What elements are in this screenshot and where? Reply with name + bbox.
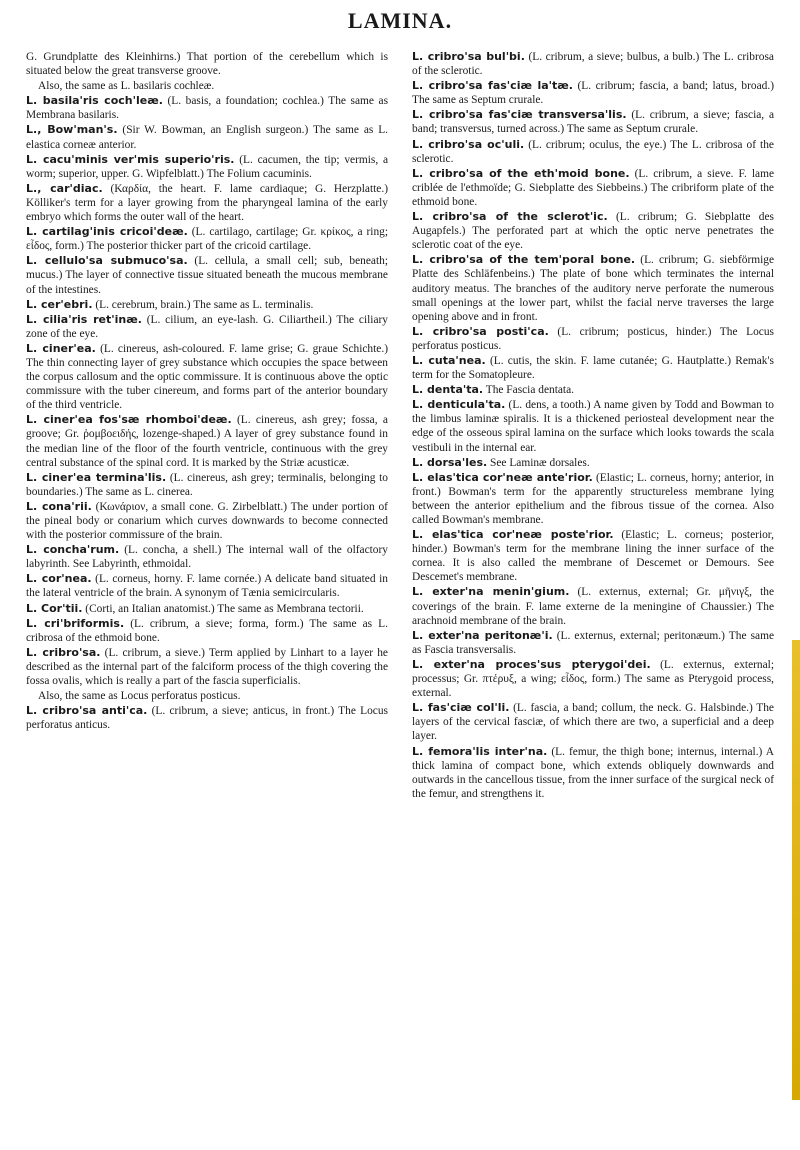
entry-headword: L. cribro'sa anti'ca. <box>26 704 148 718</box>
entry-headword: L. cribro'sa oc'uli. <box>412 137 525 151</box>
dictionary-entry <box>26 50 388 78</box>
dictionary-entry <box>26 646 388 688</box>
entry-definition: (L. cribrum, a sieve.) Term applied by Linhart to a layer he described as the internal part of the falciform process of the thigh covering the fossa ovalis, which is really a part of the fascia superficialis. <box>26 646 388 688</box>
entry-definition: (Sir W. Bowman, an English surgeon.) The same as L. elastica corneæ anterior. <box>26 124 388 151</box>
entry-definition: (L. cribrum; oculus, the eye.) The L. cribrosa of the sclerotic. <box>412 138 774 165</box>
dictionary-entry <box>26 298 388 312</box>
dictionary-entry <box>26 602 388 616</box>
entry-definition: (L. externus, external; peritonæum.) The same as Fascia transversalis. <box>412 629 774 656</box>
entry-headword: L. fas'ciæ col'li. <box>412 701 510 715</box>
entry-definition: (L. cribrum, a sieve; bulbus, a bulb.) The L. cribrosa of the sclerotic. <box>412 51 774 78</box>
entry-headword: L. denta'ta. <box>412 383 484 397</box>
entry-headword: L. cribro'sa posti'ca. <box>412 324 549 338</box>
dictionary-entry <box>412 253 774 323</box>
entry-headword: L. concha'rum. <box>26 543 120 557</box>
dictionary-entry <box>26 704 388 732</box>
dictionary-entry <box>26 225 388 253</box>
dictionary-entry <box>26 471 388 499</box>
dictionary-entry <box>412 108 774 136</box>
entry-definition: (L. cartilago, cartilage; Gr. κρίκος, a ring; εἶδος, form.) The posterior thicker part of the cricoid cartilage. <box>26 226 388 253</box>
entry-definition: (L. cribrum, a sieve. F. lame criblée de l'ethmoïde; G. Siebplatte des Siebbeins.) The cribriform plate of the ethmoid bone. <box>412 167 774 208</box>
entry-headword: L. cribro'sa fas'ciæ la'tæ. <box>412 79 573 93</box>
entry-headword: L. cona'rii. <box>26 499 92 513</box>
dictionary-entry <box>412 138 774 166</box>
entry-headword: L. cuta'nea. <box>412 353 486 367</box>
dictionary-entry <box>412 354 774 382</box>
entry-headword: L. cribro'sa bul'bi. <box>412 50 525 63</box>
page-title: LAMINA. <box>347 8 453 33</box>
dictionary-entry <box>26 342 388 412</box>
entry-headword: L. cribro'sa. <box>26 645 101 659</box>
page-edge-tab <box>792 640 800 1100</box>
entry-definition: Also, the same as L. basilaris cochleæ. <box>38 80 215 93</box>
entry-definition: (L. concha, a shell.) The internal wall of the olfactory labyrinth. See Labyrinth, ethmoidal. <box>26 544 388 571</box>
entry-definition: (L. cribrum, a sieve; forma, form.) The same as L. cribrosa of the ethmoid bone. <box>26 617 388 644</box>
dictionary-entry <box>26 79 388 93</box>
entry-headword: L. cilia'ris ret'inæ. <box>26 312 142 326</box>
right-column <box>412 50 774 802</box>
entry-definition: (L. cribrum; G. Siebplatte des Augapfels.) The perforated part at which the optic nerve penetrates the sclerotic coat of the eye. <box>412 211 774 252</box>
dictionary-entry <box>412 325 774 353</box>
entry-definition: (Elastic; L. corneus; posterior, hinder.) Bowman's term for the membrane lining the inner surface of the cornea. It is also called the membrane of Descemet or Demours. See Descemet's membrane. <box>412 529 774 584</box>
entry-headword: L. ciner'ea termina'lis. <box>26 470 167 484</box>
entry-definition: (L. cribrum; G. siebförmige Platte des Schläfenbeins.) The plate of bone which terminates the internal auditory meatus. The branches of the auditory nerve perforate the numerous small openings at the lower part, whilst the facial nerve traverses the large opening above and in front. <box>412 254 775 323</box>
entry-headword: L. Cor'tii. <box>26 601 83 615</box>
entry-definition: (L. cinereus, ash-coloured. F. lame grise; G. graue Schichte.) The thin connecting layer of grey substance which occupies the space between the corpus callosum and the optic commissure. It is continuous above the optic commissure with the tuber cinereum, and forms part of the anterior boundary of the third ventricle. <box>26 342 388 412</box>
entry-headword: L. exter'na menin'gium. <box>412 585 570 599</box>
dictionary-entry <box>26 153 388 181</box>
entry-definition: (L. cinereus, ash grey; terminalis, belonging to boundaries.) The same as L. cinerea. <box>26 471 388 498</box>
dictionary-entry <box>412 167 774 209</box>
entry-headword: L. elas'tica cor'neæ poste'rior. <box>412 528 614 542</box>
entry-definition: (Corti, an Italian anatomist.) The same as Membrana tectorii. <box>85 602 364 615</box>
entry-headword: L. cribro'sa of the tem'poral bone. <box>412 253 636 267</box>
dictionary-entry <box>412 210 774 252</box>
entry-headword: L. cor'nea. <box>26 572 92 586</box>
dictionary-entry <box>26 313 388 341</box>
entry-definition: (Κωνάριον, a small cone. G. Zirbelblatt.) The under portion of the pineal body or conarium which curves downwards to become connected with the posterior commissure of the brain. <box>26 500 388 542</box>
entry-definition: (L. dens, a tooth.) A name given by Todd and Bowman to the limbus laminæ spiralis. It is a thickened periosteal development near the edge of the osseous spiral lamina on the surface which looks towards the scala vestibuli in the internal ear. <box>412 399 774 454</box>
dictionary-entry <box>412 383 774 397</box>
entry-headword: L. dorsa'les. <box>412 455 488 469</box>
entry-definition: (L. cacumen, the tip; vermis, a worm; superior, upper. G. Wipfelblatt.) The Folium cacuminis. <box>26 153 389 180</box>
dictionary-entry <box>26 689 388 703</box>
entry-definition: (L. basis, a foundation; cochlea.) The same as Membrana basilaris. <box>26 95 388 122</box>
entry-definition: Also, the same as Locus perforatus posticus. <box>38 690 241 703</box>
dictionary-entry <box>412 658 774 700</box>
dictionary-entry <box>412 79 774 107</box>
entry-definition: (L. cribrum; posticus, hinder.) The Locus perforatus posticus. <box>412 325 774 352</box>
entry-headword: L. elas'tica cor'neæ ante'rior. <box>412 470 593 484</box>
dictionary-entry <box>412 528 774 584</box>
dictionary-entry <box>412 745 774 801</box>
entry-definition: (Elastic; L. corneus, horny; anterior, in front.) Bowman's term for the apparently structureless membrane lying between the anterior epithelium and the fibrous tissue of the cornea. Also called Bowman's membrane. <box>412 471 774 526</box>
entry-headword: L. cartilag'inis cricoi'deæ. <box>26 225 188 239</box>
entry-definition: (L. cilium, an eye-lash. G. Ciliartheil.) The ciliary zone of the eye. <box>26 313 388 340</box>
dictionary-entry <box>26 94 388 122</box>
entry-definition: (L. femur, the thigh bone; internus, internal.) A thick lamina of compact bone, which extends obliquely downwards and outwards in the cancellous tissue, from the inner surface of the surgical neck of the femur, and strengthens it. <box>412 745 774 800</box>
entry-definition: G. Grundplatte des Kleinhirns.) That portion of the cerebellum which is situated below the great transverse groove. <box>26 51 388 78</box>
entry-definition: (L. externus, external; Gr. μῆνιγξ, the coverings of the brain. F. lame externe de la meningine of Chaussier.) The arachnoid membrane of the brain. <box>412 586 774 627</box>
entry-headword: L. ciner'ea. <box>26 341 96 355</box>
entry-headword: L. cribro'sa of the eth'moid bone. <box>412 166 630 180</box>
entry-headword: L. cer'ebri. <box>26 297 93 311</box>
dictionary-entry <box>26 500 388 542</box>
entry-definition: See Laminæ dorsales. <box>490 456 590 469</box>
entry-definition: The Fascia dentata. <box>485 384 574 397</box>
entry-definition: (L. cribrum, a sieve; fascia, a band; transversus, turned across.) The same as Septum crurale. <box>412 109 774 136</box>
entry-headword: L. denticula'ta. <box>412 398 506 412</box>
entry-definition: (L. cellula, a small cell; sub, beneath; mucus.) The layer of connective tissue situated beneath the mucous membrane of the intestines. <box>26 255 388 296</box>
entry-headword: L. exter'na peritonæ'i. <box>412 628 553 642</box>
entry-definition: (L. cutis, the skin. F. lame cutanée; G. Hautplatte.) Remak's term for the Somatopleure. <box>412 354 774 382</box>
dictionary-entry <box>26 254 388 296</box>
entry-definition: (Καρδία, the heart. F. lame cardiaque; G. Herzplatte.) Kölliker's term for a layer growing from the pharyngeal lamina of the early embryo which forms the outer wall of the heart. <box>26 182 388 224</box>
entry-headword: L. ciner'ea fos'sæ rhomboi'deæ. <box>26 413 232 427</box>
dictionary-entry <box>26 182 388 224</box>
entry-definition: (L. corneus, horny. F. lame cornée.) A delicate band situated in the lateral ventricle of the brain. A synonym of Tænia semicircularis. <box>26 573 388 600</box>
dictionary-entry <box>412 456 774 470</box>
dictionary-entry <box>26 413 388 469</box>
entry-definition: (L. cribrum; fascia, a band; latus, broad.) The same as Septum crurale. <box>412 80 774 107</box>
dictionary-entry <box>26 543 388 571</box>
entry-headword: L. basila'ris coch'leæ. <box>26 94 163 108</box>
dictionary-entry <box>26 123 388 151</box>
entry-definition: (L. cinereus, ash grey; fossa, a groove; Gr. ῥομβοειδής, lozenge-shaped.) A layer of grey substance found in the median line of the floor of the fourth ventricle, continuous with the grey central substance of the spinal cord. It is marked by the Striæ acusticæ. <box>26 414 388 469</box>
dictionary-entry <box>26 572 388 600</box>
dictionary-entry <box>412 50 774 78</box>
entry-definition: (L. cribrum, a sieve; anticus, in front.) The Locus perforatus anticus. <box>26 705 388 732</box>
dictionary-entry <box>412 701 774 743</box>
dictionary-entry <box>412 471 774 527</box>
entry-headword: L. cacu'minis ver'mis superio'ris. <box>26 152 235 166</box>
entry-headword: L. cellulo'sa submuco'sa. <box>26 254 188 268</box>
entry-headword: L., Bow'man's. <box>26 123 118 137</box>
dictionary-entry <box>412 398 774 454</box>
dictionary-entry <box>26 617 388 645</box>
entry-headword: L. exter'na proces'sus pterygoi'dei. <box>412 657 651 671</box>
entry-headword: L. cribro'sa of the sclerot'ic. <box>412 210 608 224</box>
entry-headword: L. cribro'sa fas'ciæ transversa'lis. <box>412 108 627 122</box>
dictionary-entry <box>412 629 774 657</box>
entry-definition: (L. externus, external; processus; Gr. πτέρυξ, a wing; εἶδος, form.) The same as Pterygoid process, external. <box>412 658 774 700</box>
entry-headword: L., car'diac. <box>26 181 103 195</box>
dictionary-entry <box>412 585 774 627</box>
entry-headword: L. cri'briformis. <box>26 616 125 630</box>
left-column <box>26 50 388 733</box>
entry-definition: (L. cerebrum, brain.) The same as L. terminalis. <box>95 298 314 311</box>
entry-headword: L. femora'lis inter'na. <box>412 744 548 758</box>
entry-definition: (L. fascia, a band; collum, the neck. G. Halsbinde.) The layers of the cervical fasciæ, of which there are two, a superficial and a deep layer. <box>412 702 774 743</box>
